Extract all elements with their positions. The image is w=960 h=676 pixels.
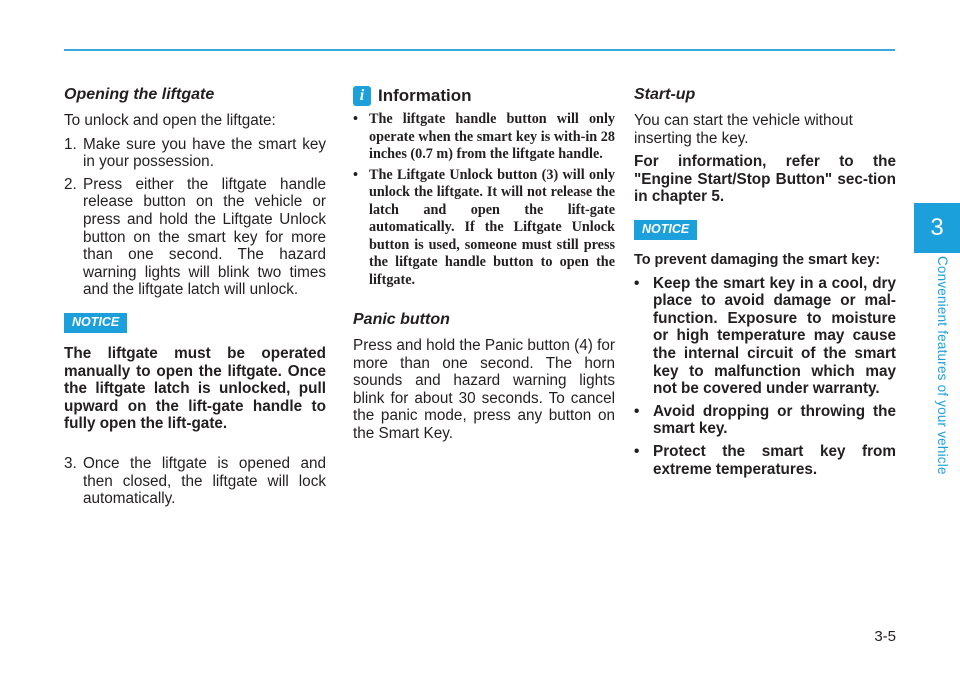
notice-item-text: Keep the smart key in a cool, dry place to avoid damage or mal-function. Exposure to moisture or high temperature may cause the internal circuit of the smart key to malfunction which may not be covered under warranty. bbox=[653, 274, 896, 398]
intro-text: To unlock and open the liftgate: bbox=[64, 112, 276, 129]
info-text: The Liftgate Unlock button (3) will only unlock the liftgate. It will not release the latch and open the lift-gate automatically. If the Liftgate Unlock button is used, someone must still press the liftgate handle button to open the liftgate. bbox=[369, 166, 615, 288]
bullet: • bbox=[634, 402, 640, 420]
steps-list-continued bbox=[64, 455, 326, 508]
column-right bbox=[634, 86, 896, 484]
bullet: • bbox=[353, 111, 358, 127]
column-left bbox=[64, 86, 326, 514]
chapter-tab: 3 bbox=[914, 203, 960, 253]
step-number: 3. bbox=[64, 454, 77, 472]
start-up-text: You can start the vehicle without inserting the key. bbox=[634, 112, 853, 147]
information-list bbox=[353, 111, 615, 289]
notice-badge: NOTICE bbox=[64, 313, 127, 333]
information-title: Information bbox=[378, 86, 472, 105]
list-item bbox=[64, 136, 326, 171]
list-item bbox=[353, 111, 615, 164]
section-heading-start-up: Start-up bbox=[634, 86, 696, 103]
section-heading-opening-liftgate: Opening the liftgate bbox=[64, 86, 215, 103]
notice-badge: NOTICE bbox=[634, 220, 697, 240]
header-rule bbox=[64, 49, 895, 51]
list-item bbox=[634, 403, 896, 438]
list-item bbox=[64, 455, 326, 508]
list-item bbox=[64, 176, 326, 299]
notice-text: The liftgate must be operated manually to open the liftgate. Once the liftgate latch is unlocked, pull upward on the lift-gate handle to fully open the lift-gate. bbox=[64, 344, 326, 433]
step-text: Make sure you have the smart key in your possession. bbox=[83, 135, 326, 171]
panic-button-text: Press and hold the Panic button (4) for more than one second. The horn sounds and hazard warning lights blink for about 30 seconds. To cancel the panic mode, press any button on the Smart Key. bbox=[353, 337, 615, 442]
notice-item-text: Avoid dropping or throwing the smart key. bbox=[653, 402, 896, 438]
step-text: Press either the liftgate handle release button on the vehicle or press and hold the Liftgate Unlock button on the smart key for more than one second. The hazard warning lights will blink two times and the liftgate latch will unlock. bbox=[83, 175, 326, 299]
bullet: • bbox=[353, 166, 358, 183]
list-item bbox=[634, 275, 896, 398]
step-number: 1. bbox=[64, 135, 77, 153]
section-heading-panic-button: Panic button bbox=[353, 311, 450, 328]
column-middle bbox=[353, 86, 615, 449]
info-icon: i bbox=[353, 86, 371, 106]
notice-list bbox=[634, 275, 896, 479]
information-header bbox=[353, 86, 615, 106]
steps-list bbox=[64, 136, 326, 299]
chapter-title: Convenient features of your vehicle bbox=[935, 256, 950, 475]
list-item bbox=[353, 167, 615, 290]
bullet: • bbox=[634, 274, 640, 292]
step-number: 2. bbox=[64, 175, 77, 193]
notice-item-text: Protect the smart key from extreme temperatures. bbox=[653, 442, 896, 478]
step-text: Once the liftgate is opened and then closed, the liftgate will lock automatically. bbox=[83, 454, 326, 508]
bullet: • bbox=[634, 442, 640, 460]
notice-intro: To prevent damaging the smart key: bbox=[634, 251, 881, 268]
info-text: The liftgate handle button will only operate when the smart key is with-in 28 inches (0.7 m) from the liftgate handle. bbox=[369, 111, 615, 162]
list-item bbox=[634, 443, 896, 478]
reference-text: For information, refer to the "Engine Start/Stop Button" sec-tion in chapter 5. bbox=[634, 153, 896, 206]
page-number: 3-5 bbox=[874, 628, 896, 645]
